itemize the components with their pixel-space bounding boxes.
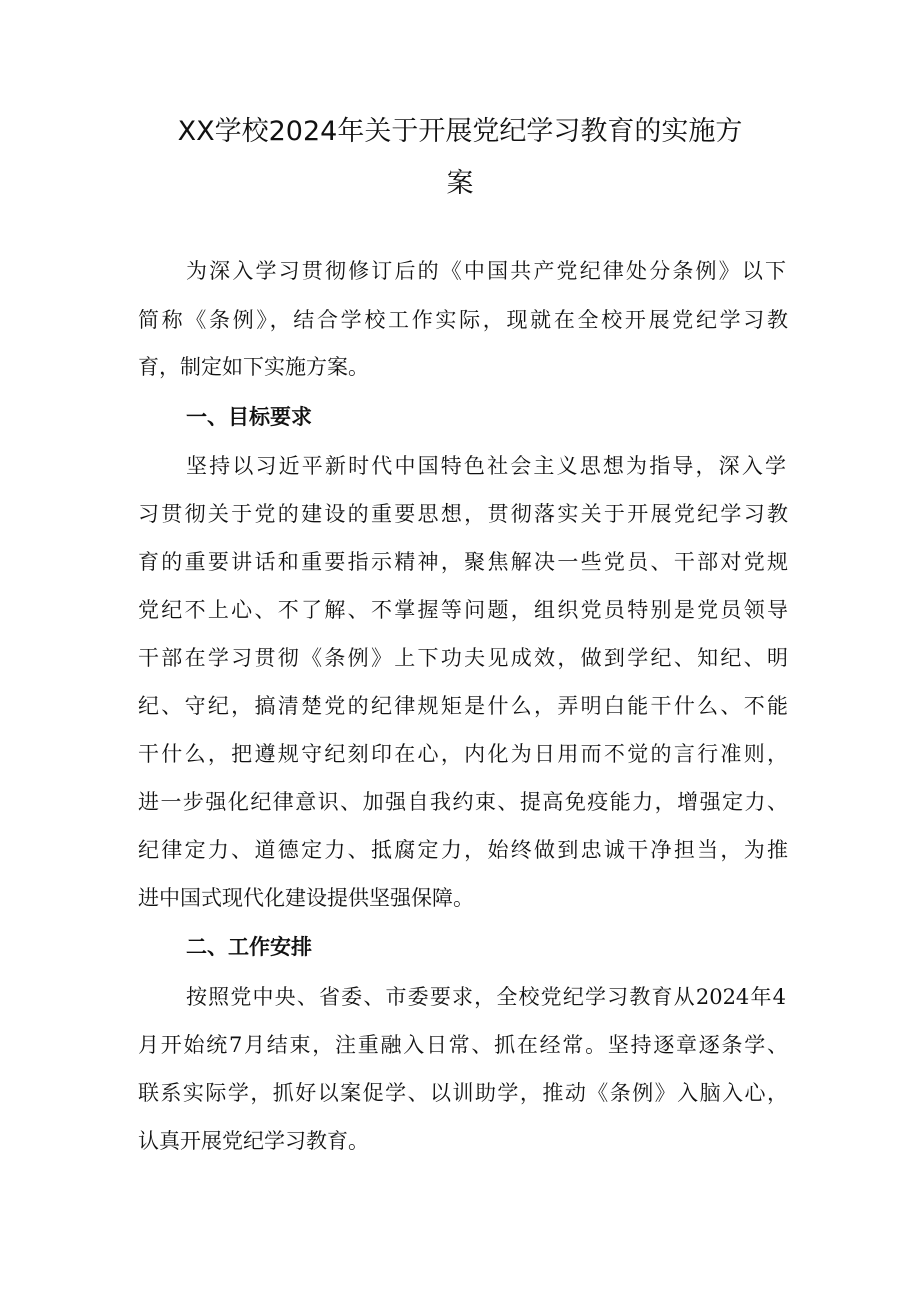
paragraph-line: 按照党中央、省委、市委要求，全校党纪学习教育从2024年4 bbox=[186, 985, 786, 1009]
paragraph-line: 进中国式现代化建设提供坚强保障。 bbox=[138, 886, 474, 910]
paragraph-line: 进一步强化纪律意识、加强自我约束、提高免疫能力，增强定力、 bbox=[138, 790, 788, 814]
paragraph-line: 习贯彻关于党的建设的重要思想，贯彻落实关于开展党纪学习教 bbox=[138, 502, 788, 526]
paragraph-line: 育的重要讲话和重要指示精神，聚焦解决一些党员、干部对党规 bbox=[138, 550, 788, 574]
section-heading-goals: 一、目标要求 bbox=[186, 405, 312, 429]
paragraph-line: 月开始统7月结束，注重融入日常、抓在经常。坚持逐章逐条学、 bbox=[138, 1033, 788, 1057]
paragraph-line: 纪、守纪，搞清楚党的纪律规矩是什么，弄明白能干什么、不能 bbox=[138, 694, 788, 718]
paragraph-line: 党纪不上心、不了解、不掌握等问题，组织党员特别是党员领导 bbox=[138, 598, 788, 622]
section-heading-work-arrangement: 二、工作安排 bbox=[186, 935, 312, 959]
paragraph-line: 认真开展党纪学习教育。 bbox=[138, 1129, 369, 1153]
document-title-line-2: 案 bbox=[446, 168, 474, 199]
paragraph-line: 干什么，把遵规守纪刻印在心，内化为日用而不觉的言行准则， bbox=[138, 742, 788, 766]
paragraph-line: 干部在学习贯彻《条例》上下功夫见成效，做到学纪、知纪、明 bbox=[138, 646, 788, 670]
paragraph-line: 纪律定力、道德定力、抵腐定力，始终做到忠诚干净担当，为推 bbox=[138, 838, 788, 862]
document-title-line-1: XX学校2024年关于开展党纪学习教育的实施方 bbox=[177, 116, 743, 147]
intro-line: 简称《条例》，结合学校工作实际，现就在全校开展党纪学习教 bbox=[138, 308, 788, 332]
paragraph-line: 坚持以习近平新时代中国特色社会主义思想为指导，深入学 bbox=[186, 454, 786, 478]
intro-line: 为深入学习贯彻修订后的《中国共产党纪律处分条例》以下 bbox=[186, 259, 786, 283]
intro-line: 育，制定如下实施方案。 bbox=[138, 355, 369, 379]
paragraph-line: 联系实际学，抓好以案促学、以训助学，推动《条例》入脑入心， bbox=[138, 1081, 788, 1105]
